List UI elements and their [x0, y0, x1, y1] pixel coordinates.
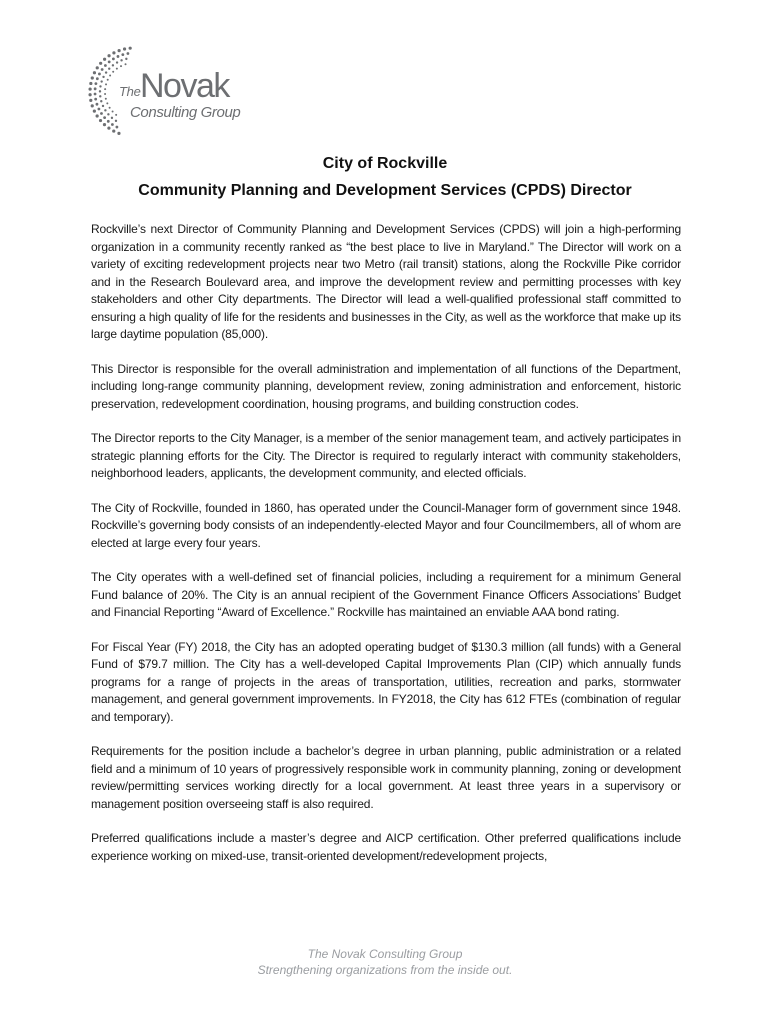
paragraph-city-history: The City of Rockville, founded in 1860, has operated under the Council-Manager form of government since 1948. Rockville’s governing body consists of an independently-elected Mayor and four Councilmembers, all of whom are elected at large every four years.	[91, 500, 681, 550]
document-body	[91, 221, 681, 882]
novak-logo	[86, 44, 256, 140]
page-footer	[0, 946, 770, 978]
logo-the-text: The	[119, 84, 141, 99]
paragraph-finance-policy: The City operates with a well-defined set of financial policies, including a requirement for a minimum General Fund balance of 20%. The City is an annual recipient of the Government Finance Officers Associations’ Budget and Financial Reporting “Award of Excellence.” Rockville has maintained an enviable AAA bond rating.	[91, 570, 681, 619]
paragraph-responsibilities: This Director is responsible for the overall administration and implementation of all functions of the Department, including long-range community planning, development review, zoning administration and enforcement, historic preservation, redevelopment coordination, housing programs, and building construction codes.	[91, 361, 681, 411]
title-city: City of Rockville	[322, 155, 448, 172]
footer-tagline: Strengthening organizations from the inside out.	[257, 963, 513, 977]
paragraph-intro: Rockville’s next Director of Community Planning and Development Services (CPDS) will join a high-performing organization in a community recently ranked as “the best place to live in Maryland.” The Director will work on a variety of exciting redevelopment projects near two Metro (rail transit) stations, along the Rockville Pike corridor and in the Research Boulevard area, and improve the development review and permitting processes with key stakeholders and other City departments. The Director will lead a well-qualified professional staff committed to ensuring a high quality of life for the residents and businesses in the City, as well as the workforce that make up its large daytime population (85,000).	[91, 222, 681, 341]
footer-company: The Novak Consulting Group	[307, 947, 463, 961]
title-position: Community Planning and Development Services (CPDS) Director	[138, 182, 632, 199]
paragraph-preferred: Preferred qualifications include a master’s degree and AICP certification. Other preferred qualifications include experience working on mixed-use, transit-oriented development/redevelopment projects,	[91, 831, 681, 863]
document-title	[0, 150, 770, 204]
logo-novak-text: Novak	[140, 67, 229, 105]
paragraph-budget: For Fiscal Year (FY) 2018, the City has an adopted operating budget of $130.3 million (all funds) with a General Fund of $79.7 million. The City has a well-developed Capital Improvements Plan (CIP) which annually funds programs for a range of projects in the areas of transportation, utilities, recreation and parks, stormwater management, and general government improvements. In FY2018, the City has 612 FTEs (combination of regular and temporary).	[91, 639, 681, 724]
logo-consulting-text: Consulting Group	[130, 104, 241, 121]
paragraph-reporting: The Director reports to the City Manager, is a member of the senior management team, and actively participates in strategic planning efforts for the City. The Director is required to regularly interact with community stakeholders, neighborhood leaders, applicants, the development community, and elected officials.	[91, 431, 681, 480]
paragraph-requirements: Requirements for the position include a bachelor’s degree in urban planning, public administration or a related field and a minimum of 10 years of progressively responsible work in community planning, zoning or development review/permitting services working directly for a local government. At least three years in a supervisory or management position overseeing staff is also required.	[91, 744, 681, 811]
